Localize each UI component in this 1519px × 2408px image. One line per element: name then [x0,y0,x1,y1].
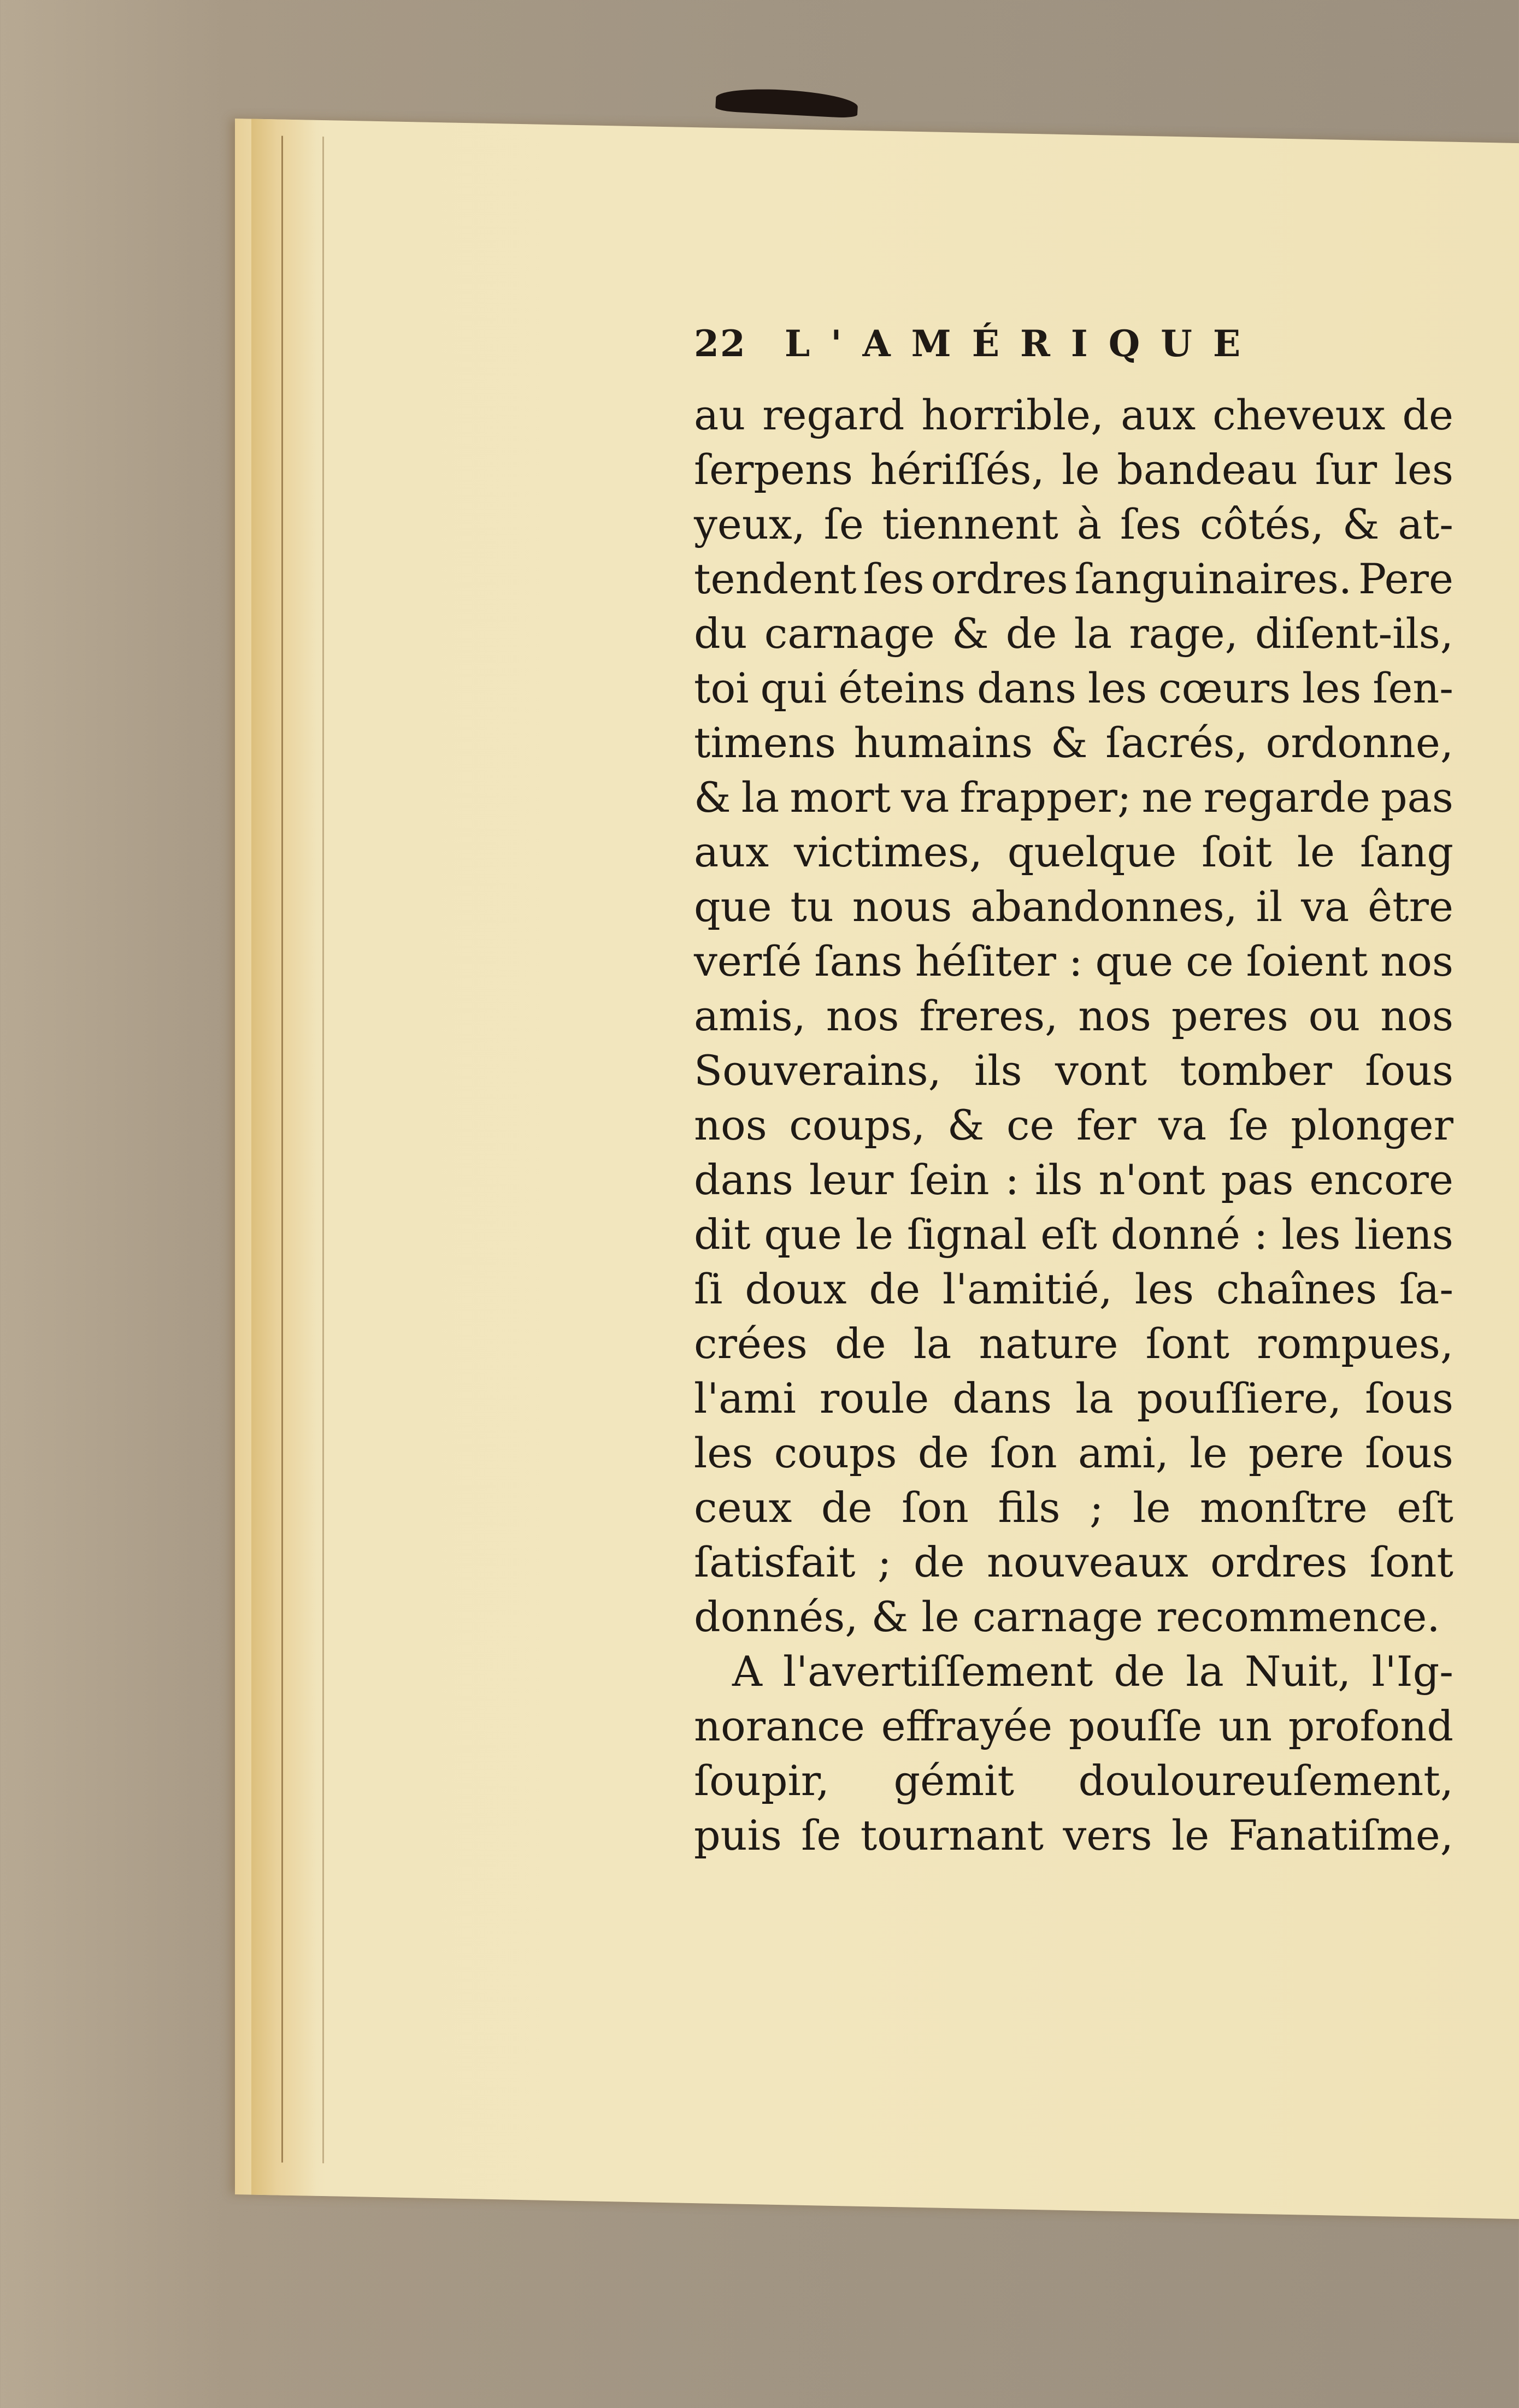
word: encore [1309,1155,1453,1204]
word: dans [952,1374,1052,1423]
word: ; [877,1538,892,1586]
word: que [694,882,772,931]
word: & [1342,500,1380,548]
text-line [694,1535,1453,1590]
text-line [694,825,1453,880]
word: la [1074,609,1112,658]
word: ſanguinaires. [1074,554,1352,603]
word: bandeau [1117,445,1298,494]
word: Pere [1358,554,1453,603]
word: coups [774,1429,897,1477]
text-line [694,1153,1453,1207]
word: ſe [801,1811,841,1860]
word: ſatisfait [694,1538,856,1586]
text-line [694,388,1453,442]
word: donné [1110,1210,1241,1259]
word: côtés, [1199,500,1324,548]
word: ſi [694,1265,723,1313]
word: pouſſiere, [1137,1374,1342,1423]
word: ſous [1365,1429,1453,1477]
text-line [694,1808,1453,1863]
word: freres, [919,991,1058,1040]
text-line [694,1699,1453,1754]
text-line [694,661,1453,716]
word: frapper; [959,773,1132,822]
word: cœurs [1158,664,1291,712]
word: de [869,1265,921,1313]
word: liens [1354,1210,1453,1259]
word: pouſſe [1068,1702,1203,1750]
word: gémit [893,1756,1015,1805]
word: ſignal [906,1210,1027,1259]
word: & [947,1101,985,1149]
word: la [741,773,780,822]
word: de [1114,1647,1165,1696]
word: qui [760,664,827,712]
word: l'ami [694,1374,796,1423]
word: abandonnes, [970,882,1238,931]
word: rage, [1129,609,1238,658]
word: nos [694,1101,767,1149]
word: Nuit, [1244,1647,1351,1696]
word: coups, [789,1101,926,1149]
word: roule [819,1374,929,1423]
word: nos [1078,991,1151,1040]
word: mort [790,773,891,822]
text-line: donnés, & le carnage recommence. [694,1592,1440,1641]
word: & [694,773,731,822]
word: va [1301,882,1350,931]
word: héſiter [915,937,1056,985]
word: ſes [863,554,925,603]
word: ſerpens [694,445,853,494]
word: tiennent [882,500,1058,548]
word: nos [826,991,899,1040]
word: verſé [694,937,802,985]
word: de [1402,391,1453,439]
word: le [855,1210,893,1259]
word: ſans [814,937,903,985]
text-line [694,1426,1453,1480]
word: de [821,1483,873,1532]
word: doux [745,1265,847,1313]
word: tournant [860,1811,1044,1860]
word: aux [694,828,769,876]
word: va [1158,1101,1207,1149]
word: ſont [1369,1538,1453,1586]
text-line [694,1207,1453,1262]
word: ſur [1315,445,1377,494]
word: la [1075,1374,1114,1423]
word: de [834,1319,886,1368]
word: ſacrés, [1105,718,1248,767]
text-line [694,934,1453,989]
word: regard [762,391,905,439]
word: ſont [1145,1319,1229,1368]
word: ſoupir, [694,1756,829,1805]
word: vers [1063,1811,1152,1860]
word: le [1133,1483,1171,1532]
word: de [914,1538,965,1586]
word: fils [998,1483,1061,1532]
word: ce [1186,937,1234,985]
word: la [913,1319,952,1368]
word: plonger [1291,1101,1453,1149]
word: être [1368,882,1453,931]
word: crées [694,1319,808,1368]
word: ſe [823,500,864,548]
word: quelque [1007,828,1177,876]
word: humains [853,718,1033,767]
word: de [917,1429,969,1477]
word: timens [694,718,836,767]
word: victimes, [794,828,982,876]
text-line [694,1371,1453,1426]
word: dit [694,1210,751,1259]
word: yeux, [694,500,805,548]
word: ſes [1120,500,1182,548]
word: de [1005,609,1057,658]
word: ſe [1228,1101,1269,1149]
text-line [694,989,1453,1043]
page-text-block [694,322,1453,1863]
text-line [694,1098,1453,1153]
word: ſoient [1246,937,1368,985]
word: les [694,1429,753,1477]
text-line [694,880,1453,934]
word: n'ont [1098,1155,1205,1204]
word: les [1134,1265,1194,1313]
word: un [1218,1702,1273,1750]
text-line [694,442,1453,497]
word: puis [694,1811,782,1860]
text-line [694,1644,1453,1699]
word: à [1076,500,1102,548]
word: leur [809,1155,894,1204]
word: aux [1121,391,1196,439]
word: carnage [764,609,935,658]
word: : [1005,1155,1020,1204]
word: ſein [909,1155,990,1204]
word: toi [694,664,749,712]
word: du [694,609,747,658]
word: cheveux [1212,391,1386,439]
word: les [1302,664,1362,712]
word: les [1087,664,1147,712]
word: fer [1076,1101,1137,1149]
word: que [764,1210,842,1259]
word: l'amitié, [942,1265,1112,1313]
word: ſa- [1399,1265,1453,1313]
page-edge-line [322,137,324,2163]
word: éteins [838,664,966,712]
running-title: L'AMÉRIQUE [784,322,1262,365]
word: effrayée [881,1702,1053,1750]
word: ſoit [1202,828,1272,876]
word: que [1095,937,1174,985]
word: ſen- [1373,664,1453,712]
word: monſtre [1200,1483,1368,1532]
page-edge-line [281,136,283,2163]
text-line [694,1480,1453,1535]
word: pas [1221,1155,1294,1204]
word: va [901,773,950,822]
word: ſous [1365,1046,1453,1095]
word: amis, [694,991,806,1040]
word: tu [790,882,834,931]
word: ou [1308,991,1361,1040]
word: tendent [694,554,857,603]
word: les [1394,445,1453,494]
word: la [1186,1647,1224,1696]
word: peres [1171,991,1288,1040]
text-line [694,552,1453,606]
word: eſt [1397,1483,1453,1532]
word: chaînes [1216,1265,1377,1313]
running-header [694,322,1453,388]
word: at- [1398,500,1453,548]
page-gutter-edge [251,119,317,2196]
word: tomber [1180,1046,1332,1095]
word: le [1297,828,1335,876]
word: ordres [1210,1538,1348,1586]
text-line [694,1262,1453,1317]
word: ſon [990,1429,1057,1477]
body-text [694,388,1453,1863]
word: Souverains, [694,1046,941,1095]
page-number: 22 [694,322,746,365]
word: l'avertiſſement [782,1647,1093,1696]
text-line [694,716,1453,770]
word: ami, [1078,1429,1169,1477]
word: pere [1248,1429,1344,1477]
word: rompues, [1257,1319,1453,1368]
word: le [1171,1811,1210,1860]
word: ſang [1359,828,1453,876]
word: dans [977,664,1076,712]
text-line [694,770,1453,825]
word: hériſſés, [870,445,1045,494]
word: ceux [694,1483,792,1532]
word: eſt [1040,1210,1097,1259]
word: douloureuſement, [1078,1756,1453,1805]
word: nos [1380,991,1453,1040]
text-line [694,1043,1453,1098]
word: ſous [1365,1374,1453,1423]
word: : [1253,1210,1268,1259]
word: norance [694,1702,865,1750]
page-tear-mark [715,86,858,119]
word: les [1281,1210,1341,1259]
word: ils [1035,1155,1083,1204]
word: nature [979,1319,1118,1368]
text-line [694,497,1453,552]
word: l'Ig- [1371,1647,1453,1696]
word: diſent-ils, [1255,609,1453,658]
word: & [951,609,989,658]
word: ; [1090,1483,1104,1532]
word: le [1062,445,1100,494]
word: ce [1006,1101,1055,1149]
word: : [1068,937,1083,985]
word: Fanatiſme, [1228,1811,1453,1860]
word: dans [694,1155,793,1204]
text-line [694,1754,1453,1808]
word: nouveaux [987,1538,1188,1586]
word: pas [1380,773,1453,822]
word: il [1256,882,1283,931]
word: profond [1288,1702,1453,1750]
word: nous [852,882,952,931]
word: ſon [902,1483,969,1532]
word: au [694,391,746,439]
word: le [1190,1429,1228,1477]
word: regarde [1203,773,1370,822]
word: ils [974,1046,1022,1095]
word: vont [1055,1046,1147,1095]
word: & [1050,718,1088,767]
word: horrible, [921,391,1104,439]
word: ordres [931,554,1068,603]
word: A [732,1647,762,1696]
word: ne [1141,773,1193,822]
text-line [694,1317,1453,1371]
word: nos [1380,937,1453,985]
word: ordonne, [1265,718,1453,767]
text-line [694,606,1453,661]
